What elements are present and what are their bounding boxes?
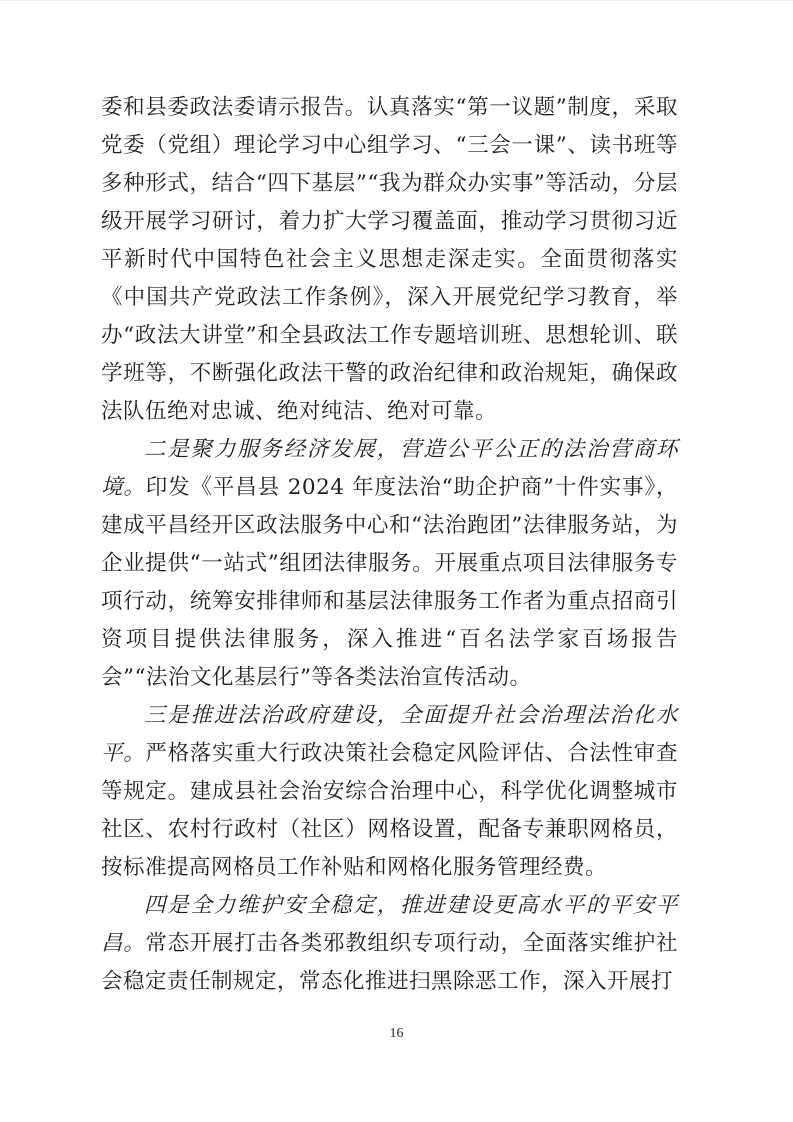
page-number: 16 <box>389 1026 404 1041</box>
paragraph-text: 印发《平昌县 2024 年度法治“助企护商”十件实事》，建成平昌经开区政法服务中心和“法治跑团”法律服务站，为企业提供“一站式”组团法律服务。开展重点项目法律服务专项行动，统筹安排律师和基层法律服务工作者为重点招商引资项目提供法律服务，深入推进“百名法学家百场报告会”“法治文化基层行”等各类法治宣传活动。 <box>101 475 678 690</box>
paragraph-lead: 四是全力维护安全稳定，推进建设更高水平的平安平昌。 <box>101 893 678 956</box>
paragraph <box>101 431 678 697</box>
paragraph-lead: 三是推进法治政府建设，全面提升社会治理法治化水平。 <box>101 703 678 766</box>
paragraph <box>101 887 678 1001</box>
document-body <box>101 89 678 1001</box>
paragraph-text: 严格落实重大行政决策社会稳定风险评估、合法性审查等规定。建成县社会治安综合治理中心，科学优化调整城市社区、农村行政村（社区）网格设置，配备专兼职网格员，按标准提高网格员工作补贴和网格化服务管理经费。 <box>101 741 678 880</box>
paragraph <box>101 697 678 887</box>
paragraph <box>101 89 678 431</box>
paragraph-lead: 二是聚力服务经济发展，营造公平公正的法治营商环境。 <box>101 437 678 500</box>
paragraph-text: 委和县委政法委请示报告。认真落实“第一议题”制度，采取党委（党组）理论学习中心组学习、“三会一课”、读书班等多种形式，结合“四下基层”“我为群众办实事”等活动，分层级开展学习研讨，着力扩大学习覆盖面，推动学习贯彻习近平新时代中国特色社会主义思想走深走实。全面贯彻落实《中国共产党政法工作条例》，深入开展党纪学习教育，举办“政法大讲堂”和全县政法工作专题培训班、思想轮训、联学班等，不断强化政法干警的政治纪律和政治规矩，确保政法队伍绝对忠诚、绝对纯洁、绝对可靠。 <box>101 95 678 424</box>
paragraph-text: 常态开展打击各类邪教组织专项行动，全面落实维护社会稳定责任制规定，常态化推进扫黑除恶工作，深入开展打 <box>101 931 678 994</box>
